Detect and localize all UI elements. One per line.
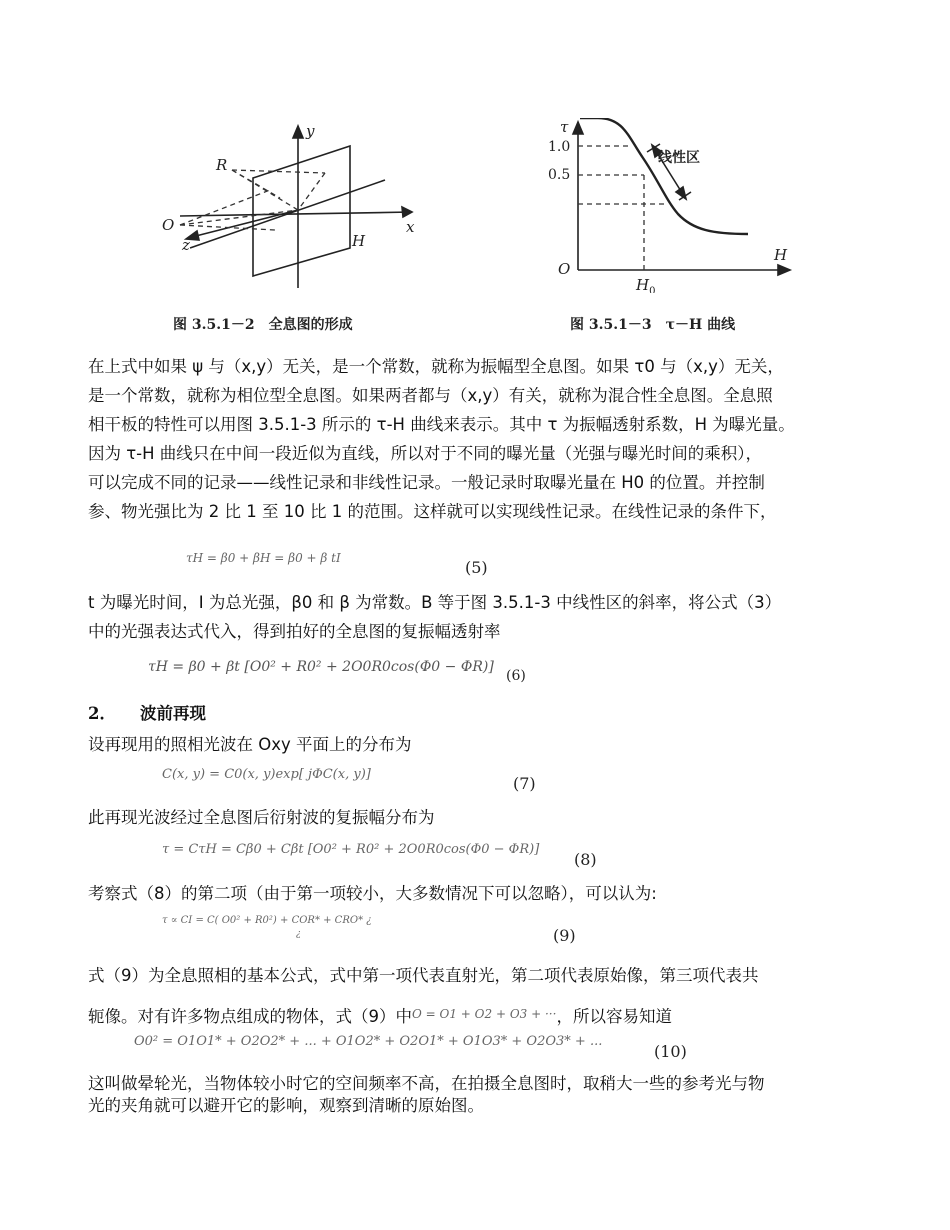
- equation-6-number: (6): [506, 668, 526, 684]
- tick-0-5: 0.5: [548, 167, 571, 183]
- label-x: x: [406, 218, 415, 236]
- equation-7: C(x, y) = C0(x, y)exp[ jΦC(x, y)]: [162, 767, 371, 782]
- section-heading: [88, 700, 206, 724]
- hologram-formation-figure: [150, 118, 430, 308]
- equation-9-sub: ¿: [296, 929, 301, 939]
- equation-6: τH = β0 + βt [O0² + R0² + 2O0R0cos(Φ0 − ΦR)]: [148, 659, 494, 675]
- equation-5-number: (5): [465, 558, 488, 577]
- label-z: z: [182, 236, 190, 254]
- equation-8: τ = CτH = Cβ0 + Cβt [O0² + R0² + 2O0R0cos(Φ0 − ΦR)]: [162, 842, 540, 857]
- obj-beam-3: [180, 225, 275, 230]
- text-segment: 轭像。对有许多物点组成的物体，式（9）中: [88, 1007, 412, 1026]
- text-line: 设再现用的照相光波在 Oxy 平面上的分布为: [88, 735, 412, 754]
- equation-9: τ ∝ CI = C( O0² + R0²) + COR* + CRO* ¿: [162, 915, 372, 926]
- paragraph-5: [88, 879, 868, 908]
- tick-1-0: 1.0: [548, 139, 571, 155]
- equation-8-number: (8): [574, 850, 597, 869]
- paragraph-7: [88, 1073, 868, 1117]
- text-line-with-equation: [88, 995, 868, 1036]
- equation-7-number: (7): [513, 774, 536, 793]
- label-O: O: [162, 216, 175, 234]
- text-line: 光的夹角就可以避开它的影响，观察到清晰的原始图。: [88, 1096, 484, 1115]
- text-line: 可以完成不同的记录——线性记录和非线性记录。一般记录时取曝光量在 H0 的位置。并控制: [88, 473, 765, 492]
- section-number: 2．: [88, 704, 116, 723]
- text-line: 参、物光强比为 2 比 1 至 10 比 1 的范围。这样就可以实现线性记录。在线性记录的条件下，: [88, 502, 777, 521]
- label-R: R: [216, 156, 228, 174]
- label-H: H: [352, 232, 366, 250]
- label-tau: τ: [560, 118, 569, 136]
- label-origin: O: [558, 260, 571, 278]
- text-line: 这叫做晕轮光，当物体较小时它的空间频率不高，在拍摄全息图时，取稍大一些的参考光与物: [88, 1074, 765, 1093]
- paragraph-1: [88, 352, 868, 526]
- tick-H0: $H_0$: [636, 276, 656, 293]
- paragraph-4: [88, 803, 868, 832]
- equation-9-number: (9): [553, 926, 576, 945]
- label-H-axis: H: [774, 246, 788, 264]
- text-line: 中的光强表达式代入，得到拍好的全息图的复振幅透射率: [88, 622, 501, 641]
- tau-h-curve: [580, 118, 748, 234]
- text-line: 是一个常数，就称为相位型全息图。如果两者都与（x,y）有关，就称为混合性全息图。全息照: [88, 386, 773, 405]
- ref-beam-3: [232, 170, 280, 198]
- section-title: 波前再现: [140, 704, 206, 723]
- text-line: 考察式（8）的第二项（由于第一项较小，大多数情况下可以忽略），可以认为:: [88, 884, 657, 903]
- equation-10-number: (10): [654, 1042, 687, 1061]
- figure-left-caption: 图 3.5.1－2 全息图的形成: [173, 317, 353, 333]
- tau-h-curve-figure: [548, 118, 798, 293]
- equation-5: τH = β0 + βH = β0 + β tI: [186, 551, 341, 565]
- text-line: 因为 τ-H 曲线只在中间一段近似为直线，所以对于不同的曝光量（光强与曝光时间的乘积），: [88, 444, 763, 463]
- equation-10: O0² = O1O1* + O2O2* + ... + O1O2* + O2O1* + O1O3* + O2O3* + ...: [134, 1034, 603, 1049]
- text-line: 相干板的特性可以用图 3.5.1-3 所示的 τ-H 曲线来表示。其中 τ 为振幅透射系数，H 为曝光量。: [88, 415, 795, 434]
- axis-y-arrow: [293, 126, 303, 138]
- figure-right-caption: 图 3.5.1－3 τ－H 曲线: [570, 317, 736, 333]
- paragraph-2: [88, 588, 868, 646]
- text-line: 此再现光波经过全息图后衍射波的复振幅分布为: [88, 808, 435, 827]
- label-linear-region: 线性区: [658, 150, 700, 166]
- text-line: 式（9）为全息照相的基本公式，式中第一项代表直射光，第二项代表原始像，第三项代表共: [88, 966, 759, 985]
- axis-x-arrow: [402, 207, 412, 217]
- tau-axis-arrow: [573, 122, 583, 134]
- text-line: 在上式中如果 ψ 与（x,y）无关，是一个常数，就称为振幅型全息图。如果 τ0 与（x,y）无关，: [88, 357, 784, 376]
- ref-beam-1: [232, 170, 325, 173]
- h-axis-arrow: [778, 265, 790, 275]
- text-line: t 为曝光时间，I 为总光强，β0 和 β 为常数。B 等于图 3.5.1-3 中线性区的斜率，将公式（3）: [88, 593, 782, 612]
- text-segment: ，所以容易知道: [556, 1007, 672, 1026]
- paragraph-6: [88, 956, 868, 1036]
- hologram-plate: [253, 146, 350, 276]
- inline-equation: O = O1 + O2 + O3 + ···: [412, 1007, 557, 1021]
- paragraph-3: [88, 730, 868, 759]
- axis-x-line: [180, 212, 412, 216]
- label-y: y: [306, 122, 315, 140]
- ref-beam-4: [298, 173, 325, 210]
